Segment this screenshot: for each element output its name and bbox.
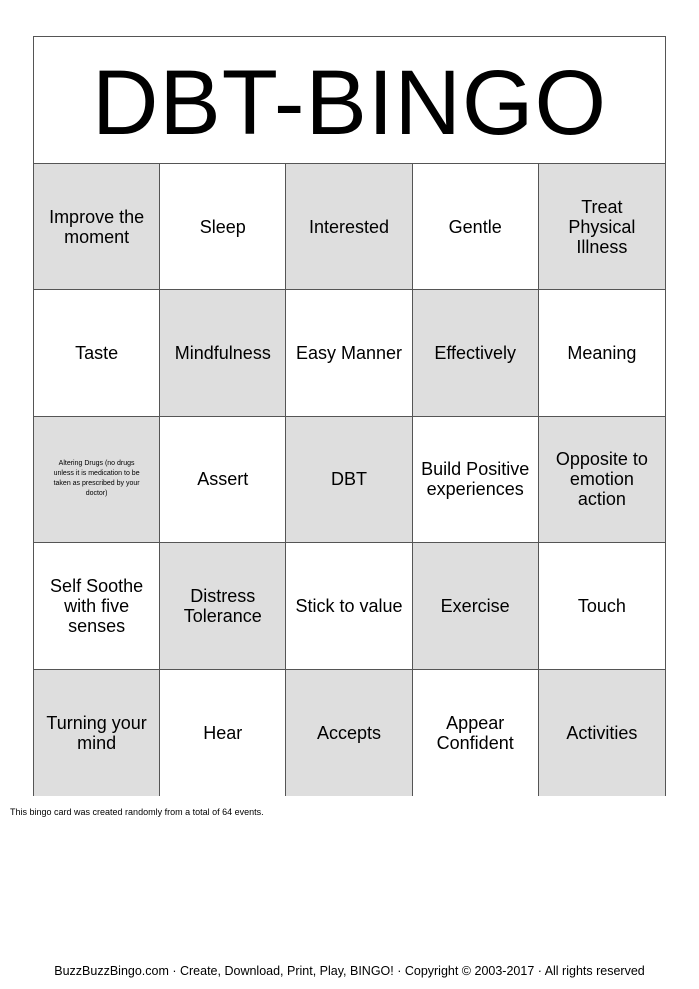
bingo-cell: Stick to value bbox=[286, 543, 412, 669]
bingo-cell: Effectively bbox=[413, 290, 539, 416]
bingo-cell: Altering Drugs (no drugs unless it is medication to be taken as prescribed by your doctor) bbox=[34, 417, 160, 543]
bingo-cell: Mindfulness bbox=[160, 290, 286, 416]
bingo-grid bbox=[34, 164, 665, 796]
bingo-cell: Sleep bbox=[160, 164, 286, 290]
bingo-cell: Improve the moment bbox=[34, 164, 160, 290]
bingo-cell: Appear Confident bbox=[413, 670, 539, 796]
bingo-cell: Taste bbox=[34, 290, 160, 416]
bingo-cell: Assert bbox=[160, 417, 286, 543]
bingo-cell: Self Soothe with five senses bbox=[34, 543, 160, 669]
bingo-cell: Gentle bbox=[413, 164, 539, 290]
footer-text: BuzzBuzzBingo.com · Create, Download, Print, Play, BINGO! · Copyright © 2003-2017 · All rights reserved bbox=[54, 964, 645, 978]
bingo-cell: Meaning bbox=[539, 290, 665, 416]
card-title: DBT-BINGO bbox=[91, 52, 608, 154]
bingo-cell: Turning your mind bbox=[34, 670, 160, 796]
bingo-cell: Touch bbox=[539, 543, 665, 669]
bingo-cell: Exercise bbox=[413, 543, 539, 669]
bingo-cell: Interested bbox=[286, 164, 412, 290]
generation-note: This bingo card was created randomly from a total of 64 events. bbox=[10, 807, 264, 817]
bingo-cell: Treat Physical Illness bbox=[539, 164, 665, 290]
title-box bbox=[34, 37, 665, 164]
bingo-cell: Build Positive experiences bbox=[413, 417, 539, 543]
bingo-cell: Opposite to emotion action bbox=[539, 417, 665, 543]
bingo-cell-free: DBT bbox=[286, 417, 412, 543]
bingo-cell: Activities bbox=[539, 670, 665, 796]
bingo-cell: Easy Manner bbox=[286, 290, 412, 416]
bingo-card bbox=[33, 36, 666, 796]
bingo-cell: Accepts bbox=[286, 670, 412, 796]
bingo-cell: Distress Tolerance bbox=[160, 543, 286, 669]
bingo-cell: Hear bbox=[160, 670, 286, 796]
